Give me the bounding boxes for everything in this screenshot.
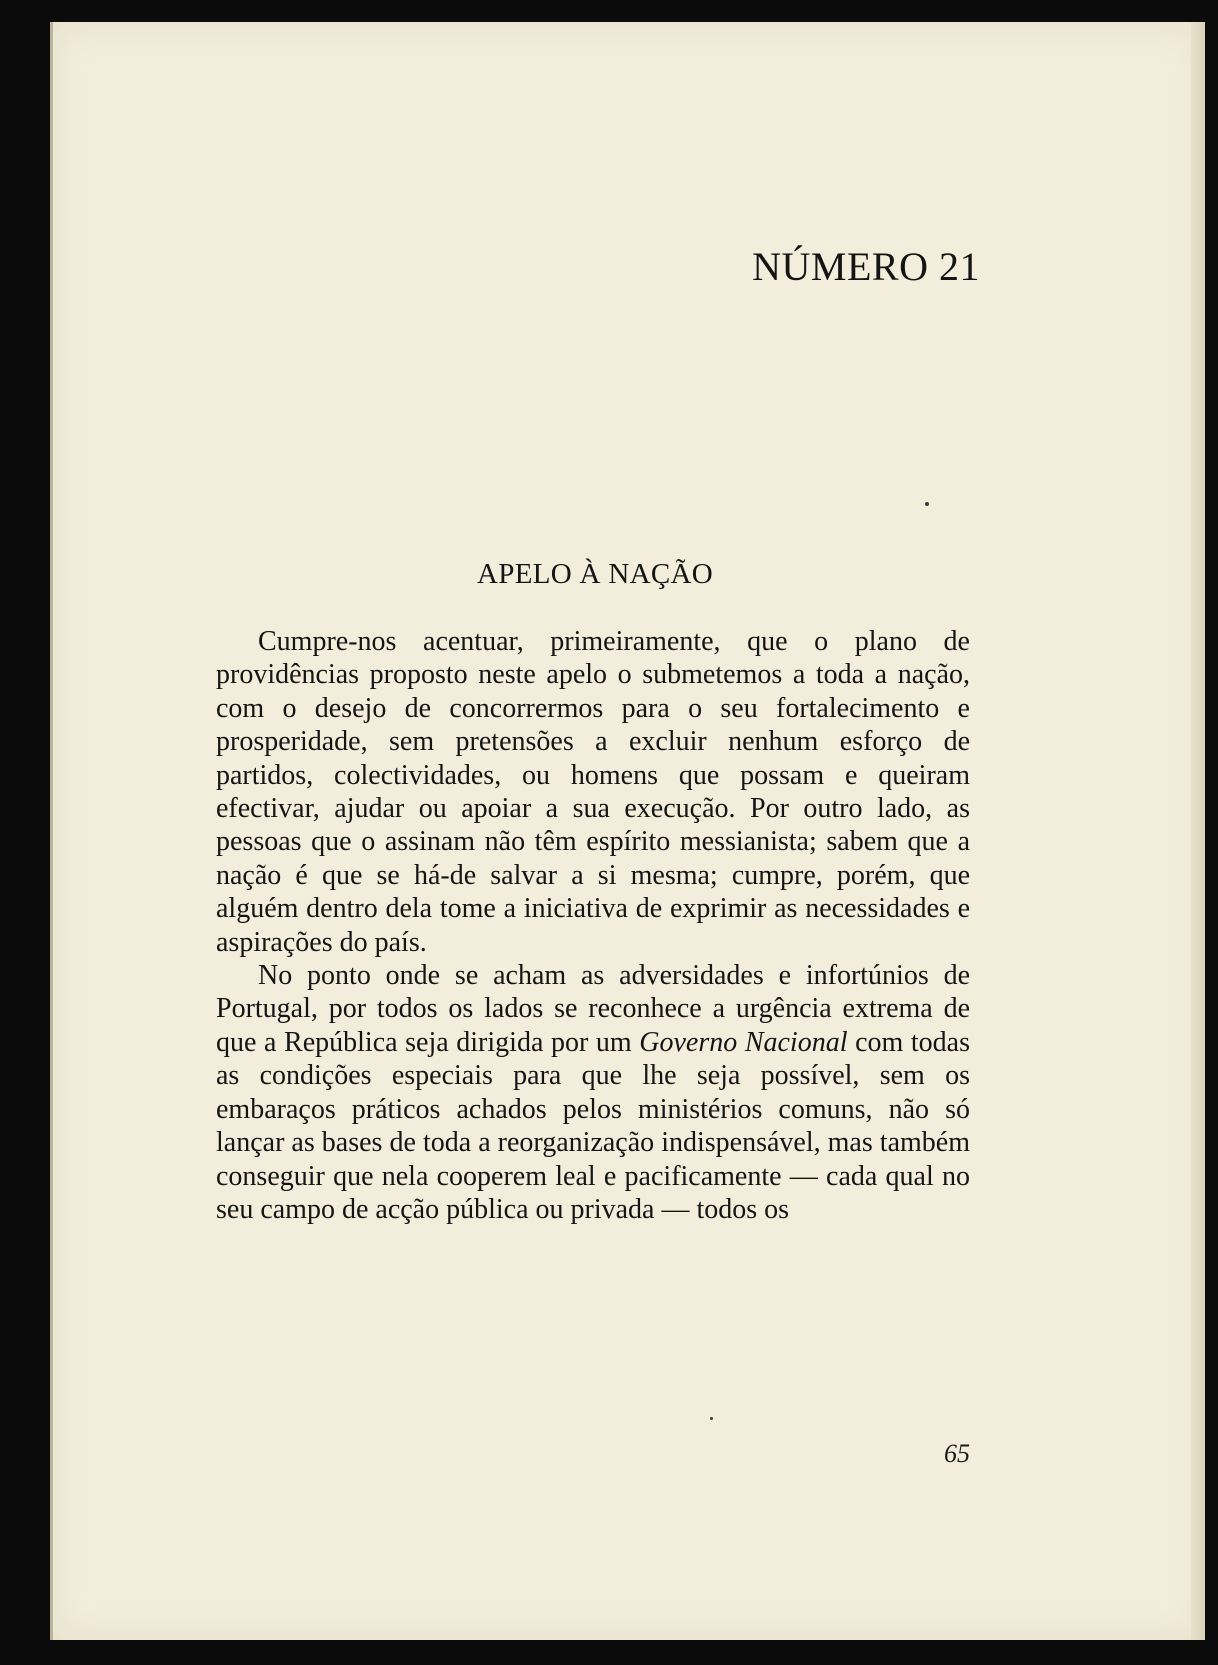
paragraph-1: [216, 625, 970, 959]
paragraph-2: [216, 959, 970, 1226]
section-number-heading: NÚMERO 21: [752, 244, 980, 289]
page-edge: [1191, 22, 1205, 1640]
ink-speck: [925, 502, 929, 506]
body-text: [216, 625, 970, 1226]
paragraph-2-text: No ponto onde se acham as adversidades e infortúnios de Portugal, por todos os lados se reconhece a urgência extrema de que a República seja dirigida por um: [216, 960, 970, 1058]
paragraph-2-tail: com todas as condições especiais para que lhe seja possível, sem os embaraços práticos achados pelos ministérios comuns, não só lançar as bases de toda a reorganização indispensável, mas também conseguir que nela cooperem leal e pacificamente — cada qual no seu campo de acção pública ou privada — todos os: [216, 1026, 970, 1225]
page-spine: [50, 22, 53, 1640]
paragraph-2-italic: Governo Nacional: [639, 1026, 848, 1058]
page-number: 65: [944, 1439, 970, 1468]
chapter-title: APELO À NAÇÃO: [477, 558, 713, 590]
book-page: [50, 22, 1205, 1640]
paragraph-1-text: Cumpre-nos acentuar, primeiramente, que o plano de providências proposto neste apelo o submetemos a toda a nação, com o desejo de concorrermos para o seu fortalecimento e prosperidade, sem pretensões a excluir nenhum esforço de partidos, colectividades, ou homens que possam e queiram efectivar, ajudar ou apoiar a sua execução. Por outro lado, as pessoas que o assinam não têm espírito messianista; sabem que a nação é que se há-de salvar a si mesma; cumpre, porém, que alguém dentro dela tome a iniciativa de exprimir as necessidades e aspirações do país.: [216, 626, 970, 958]
ink-speck: [710, 1417, 713, 1420]
